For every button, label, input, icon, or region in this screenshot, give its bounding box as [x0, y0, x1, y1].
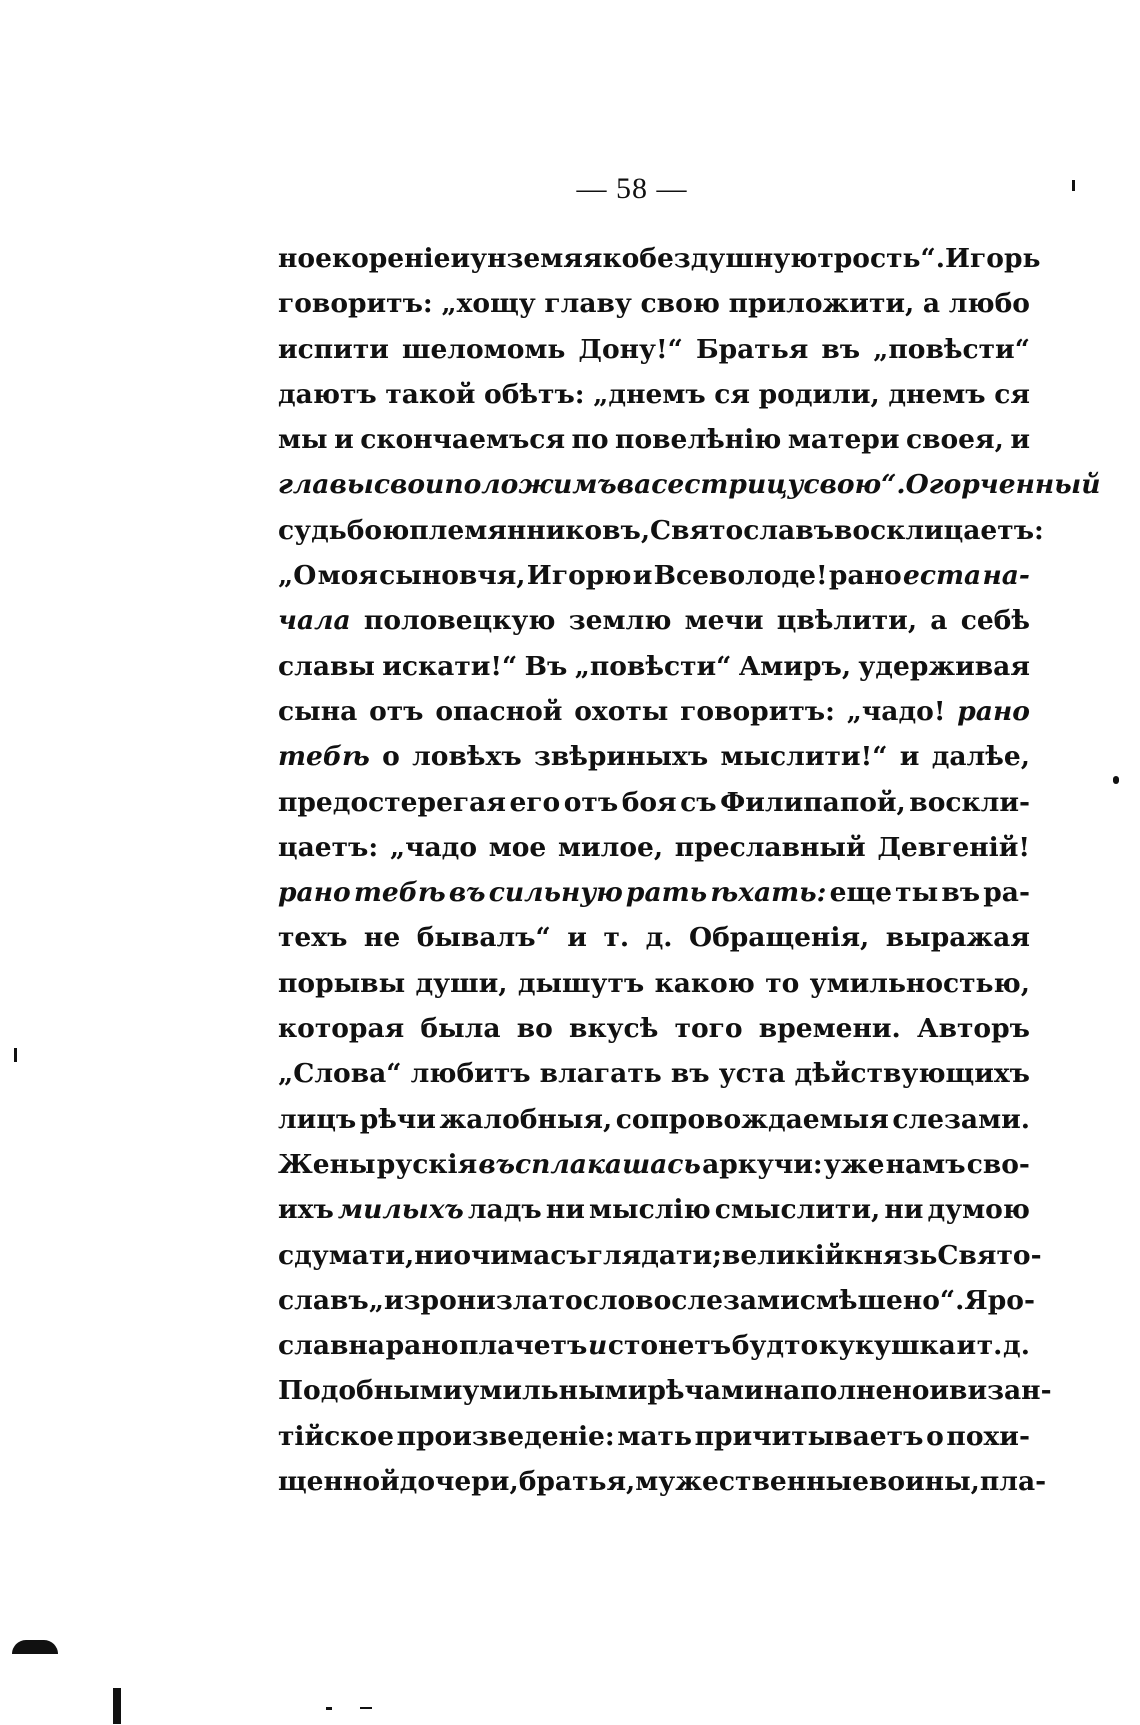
word: положимъ — [444, 469, 617, 501]
word: цвѣлити, — [776, 605, 918, 637]
text-line — [278, 780, 1030, 825]
word: причитываетъ — [694, 1420, 924, 1452]
word: трость“. — [817, 243, 945, 274]
word: свою“. — [803, 469, 906, 501]
word: славна — [278, 1330, 385, 1362]
word: „О — [278, 560, 317, 592]
word: то — [765, 967, 800, 999]
word: родили, — [758, 378, 880, 410]
word: цаетъ: — [278, 831, 379, 863]
text-line — [278, 825, 1030, 870]
word: Жены — [278, 1148, 376, 1180]
word: главы — [278, 469, 374, 501]
word: въсплакашась — [478, 1148, 701, 1180]
word: отъ — [563, 786, 619, 818]
text-line — [278, 961, 1030, 1006]
scan-speck-bottom — [326, 1707, 332, 1710]
text-line — [278, 644, 1030, 689]
word: „изрони — [368, 1284, 496, 1316]
word: рано — [957, 695, 1030, 727]
word: искати!“ — [382, 650, 518, 682]
text-line — [278, 236, 1041, 281]
word: щенной — [278, 1466, 400, 1498]
word: уста — [718, 1058, 786, 1090]
word: стонетъ — [607, 1330, 732, 1362]
word: плачетъ — [459, 1330, 588, 1362]
word: влагать — [539, 1058, 662, 1090]
word: воскли- — [909, 786, 1030, 818]
word: дышутъ — [517, 967, 645, 999]
word: ра- — [983, 877, 1030, 909]
word: Яро- — [964, 1284, 1035, 1316]
word: бывалъ“ — [416, 922, 551, 954]
word: дѣйствующихъ — [794, 1058, 1030, 1090]
word: намъ — [885, 1148, 966, 1180]
word: смѣшено“. — [799, 1284, 965, 1316]
word: чала — [278, 605, 351, 637]
word: боя — [621, 786, 677, 818]
word: Братья — [695, 333, 809, 365]
word: сдумати, — [278, 1239, 415, 1271]
word: произведеніе: — [396, 1420, 615, 1452]
text-line — [278, 598, 1030, 643]
word: порывы — [278, 967, 406, 999]
word: съ — [680, 786, 717, 818]
word: времени. — [758, 1013, 901, 1045]
word: и — [450, 243, 471, 274]
text-line — [278, 1142, 1030, 1187]
word: ни — [545, 1194, 585, 1226]
word: любо — [948, 288, 1030, 320]
word: рать — [625, 877, 708, 909]
word: слезами. — [892, 1103, 1030, 1135]
word: въ — [821, 333, 861, 365]
text-line — [278, 734, 1030, 779]
word: души, — [415, 967, 508, 999]
word: унзе — [470, 243, 541, 274]
word: славъ — [278, 1284, 369, 1316]
text-line — [278, 870, 1030, 915]
word: преславный — [674, 831, 866, 863]
word: еще — [829, 877, 892, 909]
text-line — [278, 372, 1030, 417]
word: милыхъ — [337, 1194, 464, 1226]
word: рѣчи — [359, 1103, 436, 1135]
word: судьбою — [278, 514, 410, 546]
text-line — [278, 417, 1030, 462]
word: ладъ — [467, 1194, 542, 1226]
word: кукушка — [818, 1330, 956, 1362]
scan-mark-bottom-left — [12, 1640, 58, 1654]
word: Филипапой, — [720, 786, 906, 818]
word: себѣ — [960, 605, 1030, 637]
word: и — [567, 922, 587, 954]
scan-mark-bottom-left-bar — [113, 1688, 121, 1724]
page-number-text: — 58 — — [576, 172, 688, 205]
word: „повѣсти“ — [873, 333, 1030, 365]
word: милое, — [557, 831, 664, 863]
word: мое — [488, 831, 547, 863]
text-line — [278, 281, 1030, 326]
word: бездушную — [639, 243, 818, 274]
word: рано — [828, 560, 902, 592]
word: испити — [278, 333, 389, 365]
word: Авторъ — [916, 1013, 1030, 1045]
word: Амиръ, — [738, 650, 852, 682]
word: очима — [453, 1239, 551, 1271]
word: ты — [895, 877, 939, 909]
word: т. — [976, 1330, 1003, 1362]
word: половецкую — [363, 605, 556, 637]
word: своея, — [905, 424, 1004, 456]
word: которая — [278, 1013, 405, 1045]
word: еста — [902, 560, 982, 592]
word: мя — [540, 243, 583, 274]
text-line — [278, 1459, 1047, 1504]
word: ся — [714, 378, 751, 410]
word: „хощу — [441, 288, 536, 320]
scan-speck-left-margin — [14, 1048, 17, 1062]
word: умильными — [462, 1375, 648, 1407]
word: о — [926, 1420, 944, 1452]
word: какою — [654, 967, 755, 999]
word: яко — [582, 243, 640, 274]
word: не — [363, 922, 401, 954]
word: Святославъ — [650, 514, 834, 546]
word: ни — [414, 1239, 454, 1271]
word: по — [571, 424, 609, 456]
word: ни — [884, 1194, 924, 1226]
word: кореніе — [331, 243, 451, 274]
word: славы — [278, 650, 375, 682]
text-line — [278, 553, 1030, 598]
word: умильностью, — [809, 967, 1030, 999]
word: въ — [670, 1058, 710, 1090]
word: мечи — [684, 605, 764, 637]
word: братья, — [518, 1466, 636, 1498]
word: любитъ — [410, 1058, 531, 1090]
word: главу — [544, 288, 632, 320]
word: выражая — [885, 922, 1030, 954]
word: похи- — [946, 1420, 1030, 1452]
word: въ — [941, 877, 981, 909]
text-line — [278, 462, 1101, 507]
word: д. — [1003, 1330, 1030, 1362]
word: землю — [568, 605, 672, 637]
word: вкусѣ — [569, 1013, 659, 1045]
word: свою — [640, 288, 720, 320]
word: рѣчами — [647, 1375, 764, 1407]
word: повелѣнію — [615, 424, 782, 456]
text-line — [278, 1278, 1035, 1323]
word: визан- — [949, 1375, 1052, 1407]
word: скончаемъся — [360, 424, 566, 456]
word: Всеволоде! — [653, 560, 828, 592]
word: и — [632, 560, 653, 592]
word: „повѣсти“ — [574, 650, 732, 682]
word: Огорченный — [905, 469, 1101, 501]
word: ное — [278, 243, 332, 274]
word: его — [509, 786, 561, 818]
text-line — [278, 1368, 1052, 1413]
word: мать — [617, 1420, 692, 1452]
word: была — [420, 1013, 501, 1045]
text-line — [278, 327, 1030, 372]
word: д. — [645, 922, 673, 954]
word: матери — [787, 424, 900, 456]
word: а — [930, 605, 948, 637]
word: охоты — [574, 695, 669, 727]
word: дочери, — [399, 1466, 519, 1498]
word: предостерегая — [278, 786, 506, 818]
word: рускія — [376, 1148, 478, 1180]
word: приложити, — [728, 288, 915, 320]
word: князь — [844, 1239, 938, 1271]
word: и — [899, 741, 920, 773]
word: свои — [373, 469, 445, 501]
word: мужественные — [635, 1466, 869, 1498]
word: отъ — [369, 695, 424, 727]
word: техъ — [278, 922, 348, 954]
word: Девгеній! — [877, 831, 1030, 863]
word: и — [929, 1375, 950, 1407]
word: воины, — [868, 1466, 980, 1498]
word: ѣхать: — [710, 877, 827, 909]
body-text — [278, 236, 1101, 1504]
word: Подобными — [278, 1375, 463, 1407]
text-line — [278, 1006, 1030, 1051]
word: съглядати; — [550, 1239, 722, 1271]
text-line — [278, 1233, 1042, 1278]
word: ва — [616, 469, 652, 501]
word: говоритъ: — [680, 695, 835, 727]
word: мыслію — [588, 1194, 711, 1226]
word: сильную — [488, 877, 623, 909]
word: Свято- — [937, 1239, 1042, 1271]
word: тебѣ — [278, 741, 370, 773]
word: Обращенія, — [688, 922, 870, 954]
word: опасной — [435, 695, 563, 727]
word: пла- — [979, 1466, 1047, 1498]
word: племянниковъ, — [409, 514, 651, 546]
word: Игорь — [945, 243, 1041, 274]
word: слово — [582, 1284, 672, 1316]
word: далѣе, — [931, 741, 1030, 773]
text-line — [278, 1323, 1030, 1368]
word: лицъ — [278, 1103, 357, 1135]
word: Дону!“ — [578, 333, 683, 365]
word: шеломомь — [401, 333, 566, 365]
word: о — [382, 741, 400, 773]
word: и — [334, 424, 354, 456]
word: будто — [731, 1330, 819, 1362]
word: сына — [278, 695, 358, 727]
text-line — [278, 915, 1030, 960]
word: аркучи: — [702, 1148, 823, 1180]
word: Въ — [524, 650, 568, 682]
word: сво- — [966, 1148, 1030, 1180]
text-line — [278, 508, 1044, 553]
text-line — [278, 1097, 1030, 1142]
word: смыслити, — [714, 1194, 881, 1226]
word: такой — [385, 378, 476, 410]
word: обѣтъ: — [484, 378, 585, 410]
word: тебѣ — [353, 877, 446, 909]
word: и — [587, 1330, 608, 1362]
word: въ — [448, 877, 486, 909]
word: на- — [982, 560, 1030, 592]
word: тійское — [278, 1420, 394, 1452]
scan-speck-top-right — [1072, 180, 1075, 191]
word: даютъ — [278, 378, 377, 410]
word: говоритъ: — [278, 288, 433, 320]
word: думою — [927, 1194, 1030, 1226]
word: сестрицу — [651, 469, 804, 501]
word: и — [1010, 424, 1030, 456]
word: во — [516, 1013, 553, 1045]
page-number — [0, 172, 1140, 206]
word: „чадо! — [846, 695, 946, 727]
text-line — [278, 1414, 1030, 1459]
word: злато — [495, 1284, 583, 1316]
word: сыновчя, — [379, 560, 526, 592]
word: сопровождаемыя — [615, 1103, 889, 1135]
word: а — [922, 288, 941, 320]
word: т. — [603, 922, 630, 954]
text-line — [278, 1187, 1030, 1232]
word: слезами — [671, 1284, 800, 1316]
scan-speck-bottom-2 — [360, 1707, 372, 1709]
word: „Слова“ — [278, 1058, 402, 1090]
word: восклицаетъ: — [833, 514, 1044, 546]
word: „чадо — [389, 831, 477, 863]
word: жалобныя, — [439, 1103, 613, 1135]
scan-speck-right — [1113, 776, 1119, 784]
word: мы — [278, 424, 328, 456]
word: ся — [994, 378, 1030, 410]
word: ловѣхъ — [412, 741, 522, 773]
word: удерживая — [858, 650, 1030, 682]
text-line — [278, 1051, 1030, 1096]
word: моя — [317, 560, 378, 592]
word: звѣриныхъ — [533, 741, 709, 773]
word: „днемъ — [593, 378, 706, 410]
word: мыслити!“ — [720, 741, 888, 773]
word: рано — [278, 877, 351, 909]
word: наполнено — [763, 1375, 930, 1407]
text-line — [278, 689, 1030, 734]
word: уже — [823, 1148, 885, 1180]
word: Игорю — [526, 560, 632, 592]
word: того — [674, 1013, 743, 1045]
word: ихъ — [278, 1194, 334, 1226]
word: великій — [721, 1239, 845, 1271]
word: днемъ — [888, 378, 986, 410]
word: рано — [385, 1330, 459, 1362]
word: и — [956, 1330, 977, 1362]
